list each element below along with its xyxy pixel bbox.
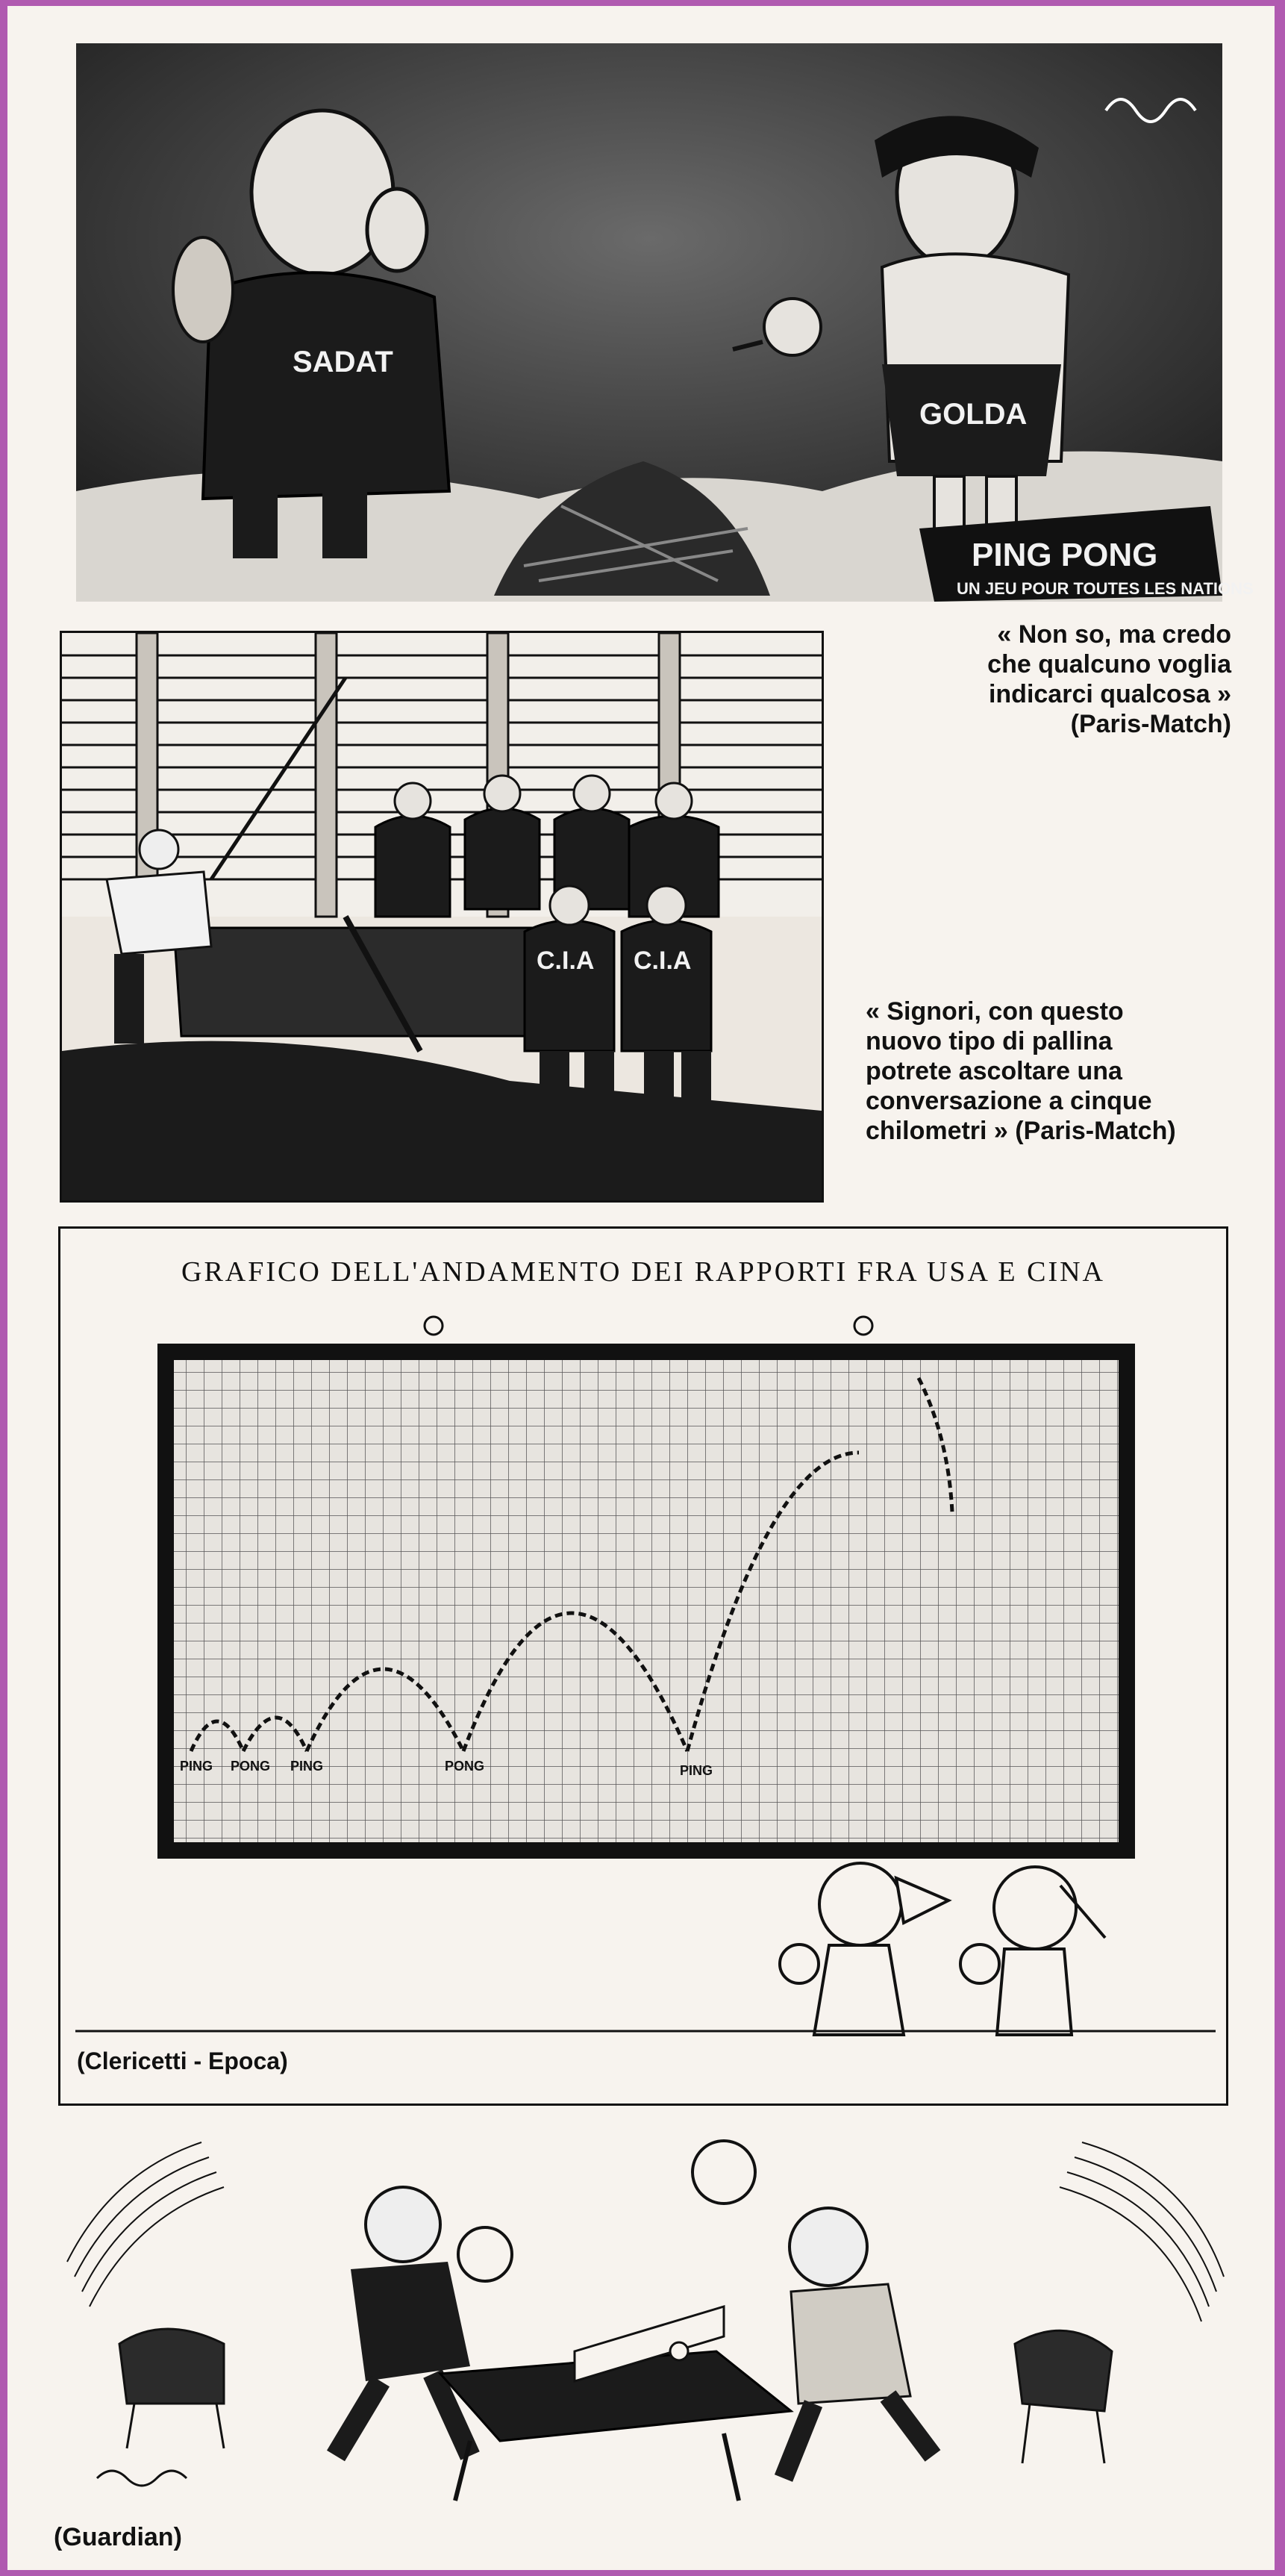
caption-line: « Non so, ma credo <box>997 620 1231 649</box>
bounce-label: PONG <box>231 1759 271 1774</box>
caption-line: indicarci qualcosa » <box>988 680 1231 708</box>
caption-line: potrete ascoltare una <box>866 1057 1122 1085</box>
cartoon-sadat-golda-illustration <box>76 43 1254 602</box>
chair-right <box>1015 2330 1112 2463</box>
caption-line: chilometri » (Paris-Match) <box>866 1117 1176 1145</box>
hanging-ring <box>425 1317 443 1335</box>
cartoon-cia-pingpong <box>60 631 824 1203</box>
chart-title: GRAFICO DELL'ANDAMENTO DEI RAPPORTI FRA USA E CINA <box>181 1256 1105 1288</box>
bounce-label: PONG <box>445 1759 485 1774</box>
chart-cartoon <box>58 1226 1228 2106</box>
bounce-label: PING <box>680 1763 713 1778</box>
chair-left <box>119 2329 224 2448</box>
motion-lines-left <box>67 2142 224 2307</box>
bounce-label: PING <box>290 1759 324 1774</box>
cartoon-cia-illustration <box>62 633 822 1200</box>
cartoon-figures <box>780 1863 1105 2035</box>
caption-line: che qualcuno voglia <box>987 650 1231 679</box>
ping-pong-table <box>440 2307 791 2501</box>
caption-line: conversazione a cinque <box>866 1087 1152 1115</box>
sadat-label: SADAT <box>293 346 393 378</box>
chart-illustration <box>60 1229 1231 2108</box>
caption-paris-match-2 <box>866 997 1231 1146</box>
newspaper-subline: UN JEU POUR TOUTES LES NATIONS <box>957 579 1254 598</box>
caption-line: nuovo tipo di pallina <box>866 1027 1113 1055</box>
artist-signature <box>97 2471 187 2486</box>
golda-label: GOLDA <box>919 398 1028 431</box>
caption-line: « Signori, con questo <box>866 997 1124 1026</box>
cartoon-guardian <box>52 2127 1239 2516</box>
cia-jacket-label-2: C.I.A <box>634 946 692 975</box>
newspaper-headline: PING PONG <box>972 537 1158 573</box>
right-player-figure <box>692 2141 933 2478</box>
motion-lines-right <box>1060 2142 1224 2321</box>
caption-line: (Paris-Match) <box>1070 710 1231 738</box>
guardian-credit: (Guardian) <box>54 2523 182 2551</box>
cartoon-sadat-golda <box>76 43 1254 602</box>
cartoon-guardian-illustration <box>52 2127 1239 2516</box>
bounce-label: PING <box>180 1759 213 1774</box>
chart-credit: (Clericetti - Epoca) <box>77 2048 288 2074</box>
caption-paris-match-1 <box>858 620 1231 739</box>
cia-jacket-label-1: C.I.A <box>537 946 595 975</box>
hanging-ring <box>854 1317 872 1335</box>
